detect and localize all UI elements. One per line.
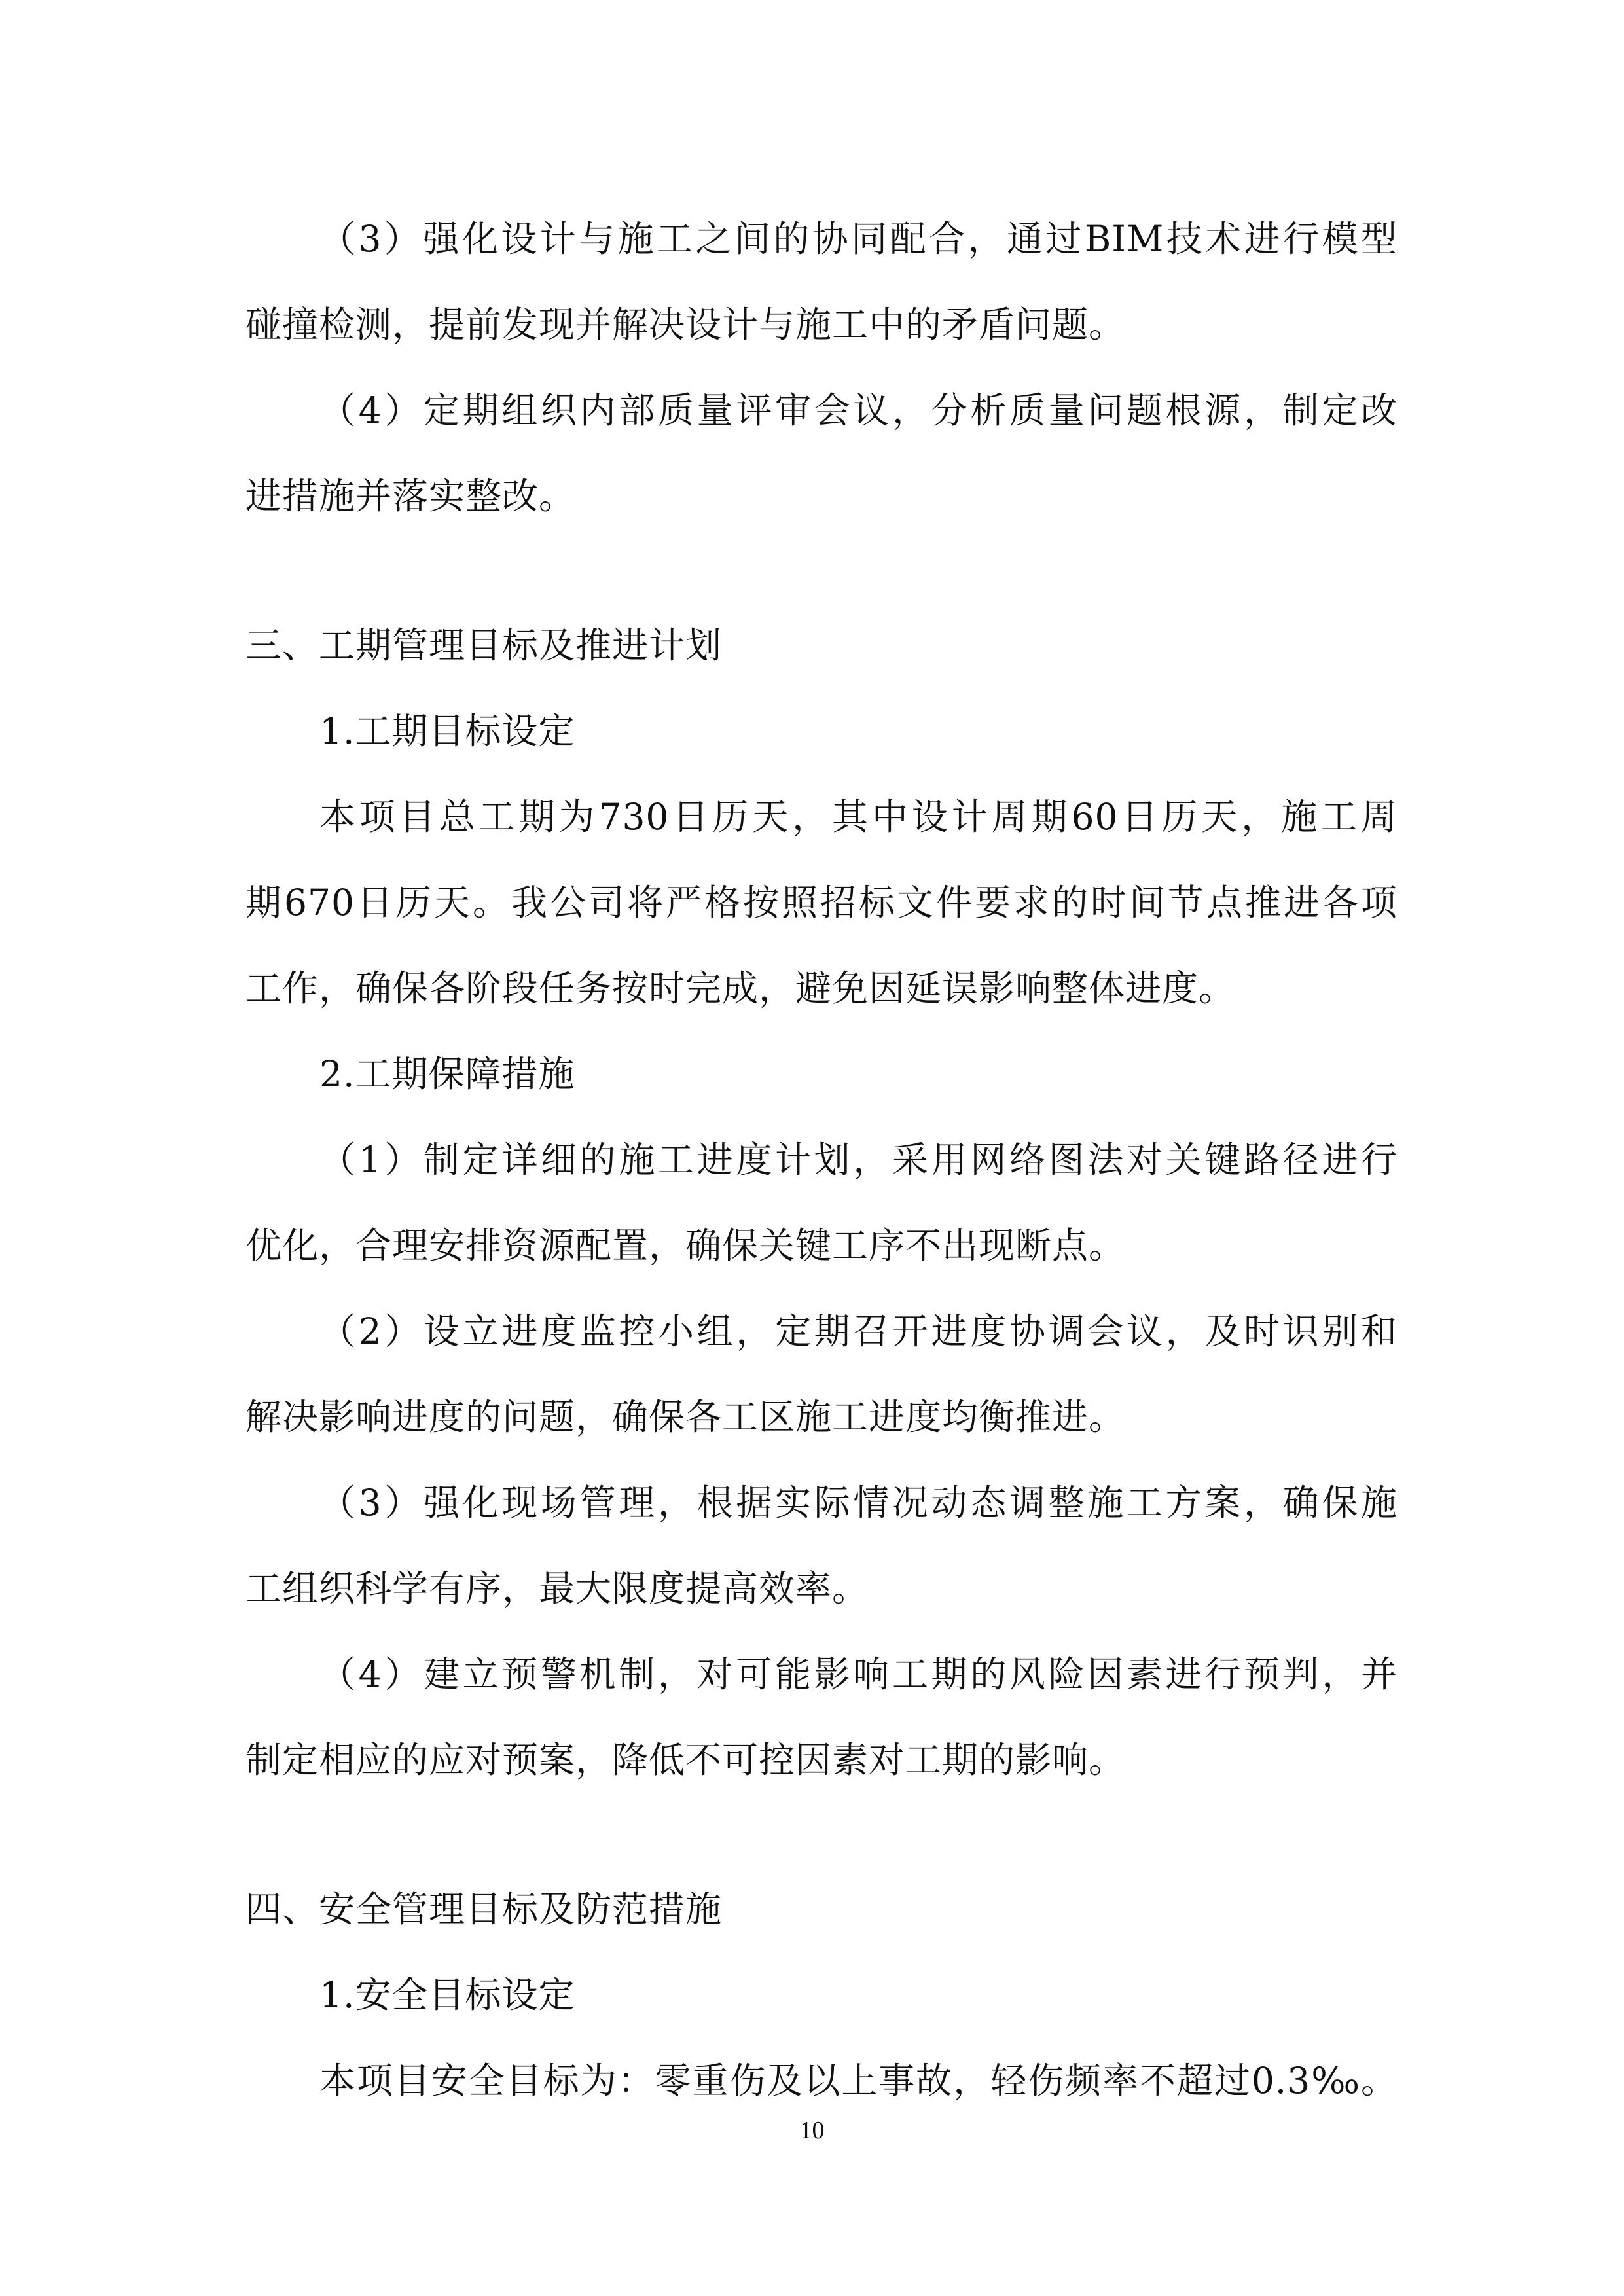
safety-goal-para-line-1: 本项目安全目标为：零重伤及以上事故，轻伤频率不超过0.3‰。: [319, 2060, 1398, 2102]
schedule-goal-para-line-2: 期670日历天。我公司将严格按照招标文件要求的时间节点推进各项: [245, 882, 1398, 924]
schedule-measure-2-line-1: （2）设立进度监控小组，定期召开进度协调会议，及时识别和: [319, 1310, 1398, 1352]
schedule-measure-4-line-2: 制定相应的应对预案，降低不可控因素对工期的影响。: [245, 1739, 1126, 1781]
schedule-measure-3-line-2: 工组织科学有序，最大限度提高效率。: [245, 1568, 869, 1609]
section-3-heading: 三、工期管理目标及推进计划: [245, 624, 723, 666]
schedule-measure-1-line-1: （1）制定详细的施工进度计划，采用网络图法对关键路径进行: [319, 1139, 1398, 1181]
schedule-goal-para-line-3: 工作，确保各阶段任务按时完成，避免因延误影响整体进度。: [245, 967, 1236, 1009]
quality-measure-4-line-1: （4）定期组织内部质量评审会议，分析质量问题根源，制定改: [319, 389, 1398, 431]
quality-measure-3-line-2: 碰撞检测，提前发现并解决设计与施工中的矛盾问题。: [245, 304, 1126, 346]
schedule-measure-3-line-1: （3）强化现场管理，根据实际情况动态调整施工方案，确保施: [319, 1482, 1398, 1524]
schedule-measure-1-line-2: 优化，合理安排资源配置，确保关键工序不出现断点。: [245, 1225, 1126, 1266]
schedule-subsection-1-title: 1.工期目标设定: [319, 710, 575, 752]
schedule-goal-para-line-1: 本项目总工期为730日历天，其中设计周期60日历天，施工周: [319, 796, 1398, 838]
page-number: 10: [799, 2117, 825, 2144]
schedule-subsection-2-title: 2.工期保障措施: [319, 1053, 575, 1095]
quality-measure-3-line-1: （3）强化设计与施工之间的协同配合，通过BIM技术进行模型: [319, 218, 1398, 260]
schedule-measure-4-line-1: （4）建立预警机制，对可能影响工期的风险因素进行预判，并: [319, 1653, 1398, 1695]
section-4-heading: 四、安全管理目标及防范措施: [245, 1888, 723, 1930]
schedule-measure-2-line-2: 解决影响进度的问题，确保各工区施工进度均衡推进。: [245, 1396, 1126, 1438]
safety-subsection-1-title: 1.安全目标设定: [319, 1974, 575, 2016]
quality-measure-4-line-2: 进措施并落实整改。: [245, 475, 576, 517]
